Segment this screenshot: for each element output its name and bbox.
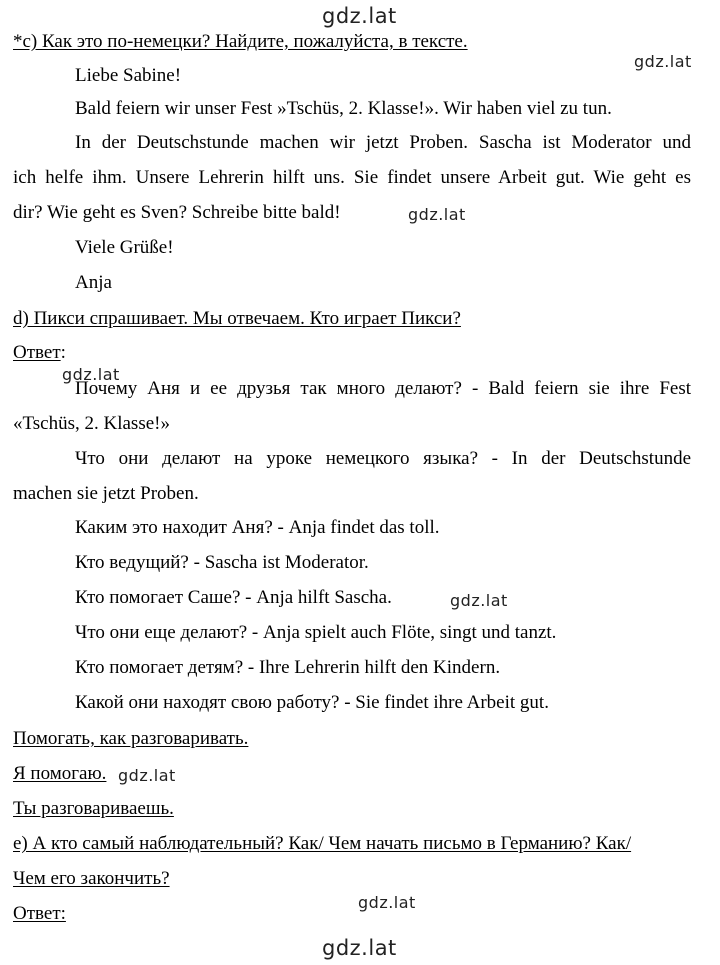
watermark: gdz.lat bbox=[408, 205, 466, 224]
letter-greeting: Liebe Sabine! bbox=[75, 65, 182, 86]
watermark: gdz.lat bbox=[358, 893, 416, 912]
qa-1-line-1: Почему Аня и ее друзья так много делают? - Bald feiern sie ihre Fest bbox=[75, 378, 691, 399]
letter-paragraph-2-line-3: dir? Wie geht es Sven? Schreibe bitte bald! bbox=[13, 202, 341, 223]
letter-signature: Anja bbox=[75, 272, 112, 293]
qa-3: Каким это находит Аня? - Anja findet das toll. bbox=[75, 517, 440, 538]
qa-7: Кто помогает детям? - Ihre Lehrerin hilft den Kindern. bbox=[75, 657, 501, 678]
letter-paragraph-2-line-1: In der Deutschstunde machen wir jetzt Proben. Sascha ist Moderator und bbox=[75, 132, 691, 153]
qa-2-line-1: Что они делают на уроке немецкого языка? - In der Deutschstunde bbox=[75, 448, 691, 469]
qa-5: Кто помогает Саше? - Anja hilft Sascha. bbox=[75, 587, 392, 608]
task-e-answer-label: Ответ: bbox=[13, 903, 66, 924]
watermark: gdz.lat bbox=[62, 365, 120, 384]
answer-label-colon: : bbox=[60, 342, 66, 363]
answer-label-text: Ответ bbox=[13, 342, 61, 363]
task-d-answer-label bbox=[13, 341, 691, 365]
task-e-heading-line-1: e) А кто самый наблюдательный? Как/ Чем начать письмо в Германию? Как/ bbox=[13, 833, 632, 854]
watermark: gdz.lat bbox=[634, 52, 692, 71]
qa-8: Какой они находят свою работу? - Sie findet ihre Arbeit gut. bbox=[75, 692, 549, 713]
task-d-heading: d) Пикси спрашивает. Мы отвечаем. Кто играет Пикси? bbox=[13, 308, 461, 329]
watermark-top: gdz.lat bbox=[322, 4, 397, 28]
task-c-heading: *c) Как это по-немецки? Найдите, пожалуйста, в тексте. bbox=[13, 31, 468, 52]
qa-4: Кто ведущий? - Sascha ist Moderator. bbox=[75, 552, 369, 573]
grammar-example-1: Я помогаю. bbox=[13, 763, 107, 784]
letter-paragraph-2-line-2: ich helfe ihm. Unsere Lehrerin hilft uns. Sie findet unsere Arbeit gut. Wie geht es bbox=[13, 167, 691, 188]
qa-2-line-2: machen sie jetzt Proben. bbox=[13, 483, 199, 504]
qa-1-line-2: «Tschüs, 2. Klasse!» bbox=[13, 413, 170, 434]
letter-paragraph-1: Bald feiern wir unser Fest »Tschüs, 2. Klasse!». Wir haben viel zu tun. bbox=[75, 98, 612, 119]
task-e-heading-line-2: Чем его закончить? bbox=[13, 868, 170, 889]
grammar-title: Помогать, как разговаривать. bbox=[13, 728, 249, 749]
grammar-example-2: Ты разговариваешь. bbox=[13, 798, 174, 819]
qa-6: Что они еще делают? - Anja spielt auch Flöte, singt und tanzt. bbox=[75, 622, 557, 643]
watermark-bottom: gdz.lat bbox=[322, 936, 397, 960]
watermark: gdz.lat bbox=[450, 591, 508, 610]
letter-closing: Viele Grüße! bbox=[75, 237, 174, 258]
watermark: gdz.lat bbox=[118, 766, 176, 785]
